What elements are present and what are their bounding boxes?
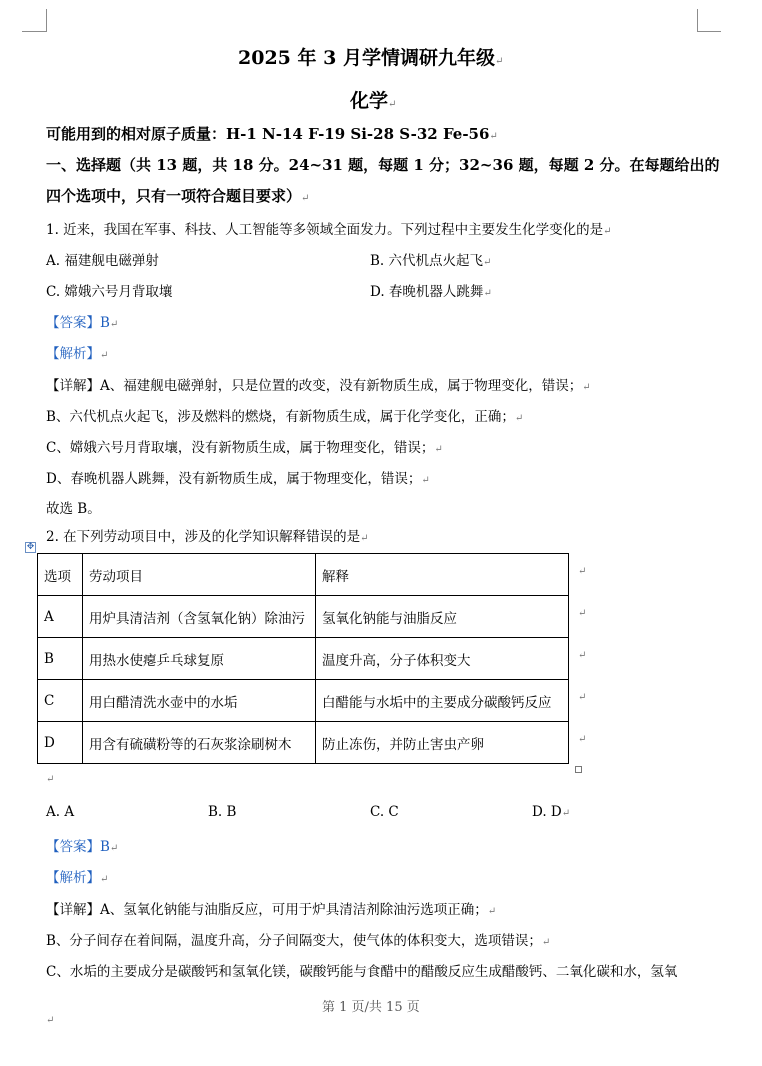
table-header-cell: 劳动项目 xyxy=(83,554,316,596)
footer-paragraph-mark: ↵ xyxy=(46,1015,55,1026)
page-footer: 第 1 页/共 15 页 xyxy=(322,1000,420,1015)
table-cell: 用含有硫磺粉等的石灰浆涂刷树木 xyxy=(83,722,316,764)
q1-option-a: A. 福建舰电磁弹射 xyxy=(46,253,159,269)
q2-stem: 2. 在下列劳动项目中，涉及的化学知识解释错误的是↵ xyxy=(46,529,369,545)
row-end-mark: ↵ xyxy=(578,566,587,577)
section-heading-line-2: 四个选项中，只有一项符合题目要求）↵ xyxy=(46,187,310,205)
row-end-mark: ↵ xyxy=(578,608,587,619)
q1-option-d: D. 春晚机器人跳舞↵ xyxy=(370,284,492,300)
table-cell: 用热水使瘪乒乓球复原 xyxy=(83,638,316,680)
q1-stem: 1. 近来，我国在军事、科技、人工智能等多领域全面发力。下列过程中主要发生化学变化的是↵ xyxy=(46,222,612,238)
table-row xyxy=(38,596,569,638)
q2-option-b: B. B xyxy=(208,804,237,820)
crop-mark-tr-v xyxy=(697,9,698,32)
page-title: 2025 年 3 月学情调研九年级↵ xyxy=(238,47,504,69)
row-end-mark: ↵ xyxy=(578,650,587,661)
table-row xyxy=(38,680,569,722)
table-cell: A xyxy=(38,596,83,638)
q1-detail-2: B、六代机点火起飞，涉及燃料的燃烧，有新物质生成，属于化学变化，正确；↵ xyxy=(46,409,524,425)
table-cell: 防止冻伤，并防止害虫产卵 xyxy=(316,722,569,764)
table-cell: 白醋能与水垢中的主要成分碳酸钙反应 xyxy=(316,680,569,722)
q1-option-b: B. 六代机点火起飞↵ xyxy=(370,253,492,269)
table-cell: D xyxy=(38,722,83,764)
table-header-cell: 解释 xyxy=(316,554,569,596)
table-cell: B xyxy=(38,638,83,680)
q2-answer: 【答案】B↵ xyxy=(46,839,119,855)
q2-option-a: A. A xyxy=(46,804,75,820)
q2-detail-2: B、分子间存在着间隔，温度升高，分子间隔变大，使气体的体积变大，选项错误；↵ xyxy=(46,933,551,949)
q2-detail-1: 【详解】A、氢氧化钠能与油脂反应，可用于炉具清洁剂除油污选项正确；↵ xyxy=(46,902,497,918)
empty-paragraph-mark: ↵ xyxy=(46,774,55,785)
table-header-cell: 选项 xyxy=(38,554,83,596)
table-cell: 用炉具清洁剂（含氢氧化钠）除油污 xyxy=(83,596,316,638)
row-end-mark: ↵ xyxy=(578,734,587,745)
table-cell: C xyxy=(38,680,83,722)
subject-title: 化学↵ xyxy=(350,90,397,112)
table-header-row xyxy=(38,554,569,596)
q1-option-c: C. 嫦娥六号月背取壤 xyxy=(46,284,173,300)
table-move-handle-icon[interactable]: ✥ xyxy=(26,542,35,552)
atomic-mass-line: 可能用到的相对原子质量：H-1 N-14 F-19 Si-28 S-32 Fe-56↵ xyxy=(46,125,498,143)
table-row xyxy=(38,722,569,764)
q2-option-c: C. C xyxy=(370,804,399,820)
q1-answer: 【答案】B↵ xyxy=(46,315,119,331)
crop-mark-tl-h xyxy=(22,31,46,32)
q1-detail-3: C、嫦娥六号月背取壤，没有新物质生成，属于物理变化，错误；↵ xyxy=(46,440,443,456)
q2-detail-3: C、水垢的主要成分是碳酸钙和氢氧化镁，碳酸钙能与食醋中的醋酸反应生成醋酸钙、二氧化碳和水，氢氧 xyxy=(46,964,678,980)
q2-option-d: D. D↵ xyxy=(532,804,571,820)
table-row xyxy=(38,638,569,680)
row-end-mark: ↵ xyxy=(578,692,587,703)
q2-analysis-label: 【解析】↵ xyxy=(46,870,109,886)
q2-table xyxy=(37,553,569,764)
section-heading-line-1: 一、选择题（共 13 题，共 18 分。24~31 题，每题 1 分；32~36 题，每题 2 分。在每题给出的 xyxy=(46,156,720,174)
crop-mark-tr-h xyxy=(697,31,721,32)
table-cell: 温度升高，分子体积变大 xyxy=(316,638,569,680)
q1-analysis-label: 【解析】↵ xyxy=(46,346,109,362)
q1-detail-5: 故选 B。 xyxy=(46,501,101,517)
crop-mark-tl-v xyxy=(46,9,47,32)
table-cell: 氢氧化钠能与油脂反应 xyxy=(316,596,569,638)
q1-detail-1: 【详解】A、福建舰电磁弹射，只是位置的改变，没有新物质生成，属于物理变化，错误；↵ xyxy=(46,378,591,394)
table-cell: 用白醋清洗水壶中的水垢 xyxy=(83,680,316,722)
q1-detail-4: D、春晚机器人跳舞，没有新物质生成，属于物理变化，错误；↵ xyxy=(46,471,430,487)
table-resize-handle[interactable] xyxy=(575,766,582,773)
